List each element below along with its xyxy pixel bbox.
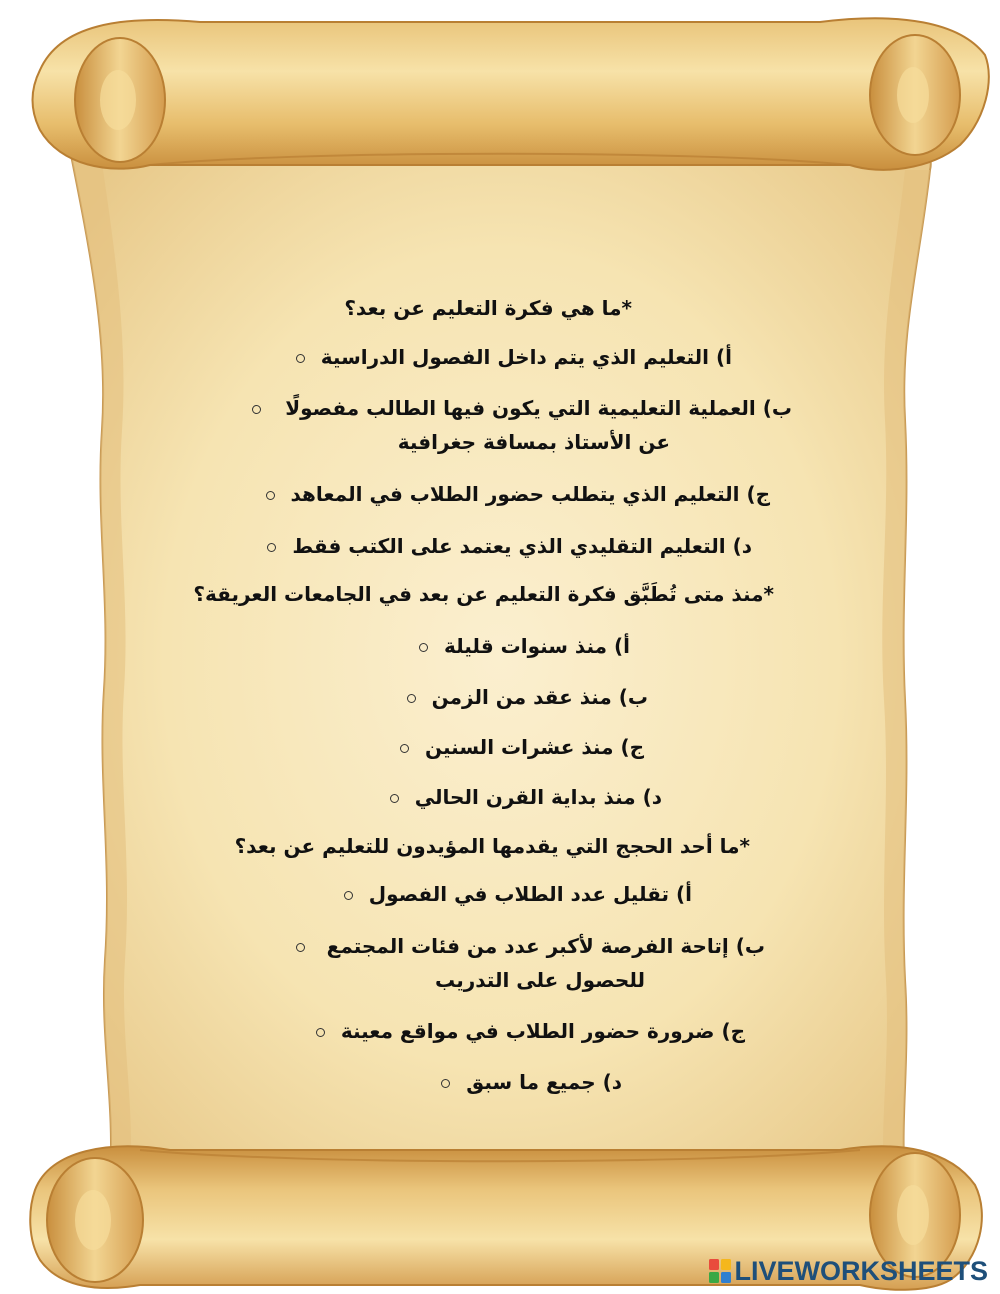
radio-button[interactable] [441,1079,450,1088]
scroll-top-roll [33,18,989,170]
option-label: أ) التعليم الذي يتم داخل الفصول الدراسية [320,345,732,369]
question-1-option-d[interactable] [267,532,752,560]
question-3 [235,832,750,860]
option-label: أ) منذ سنوات قليلة [443,634,630,658]
question-1-option-b[interactable] [252,394,792,422]
brand-name: LIVEWORKSHEETS [734,1255,988,1286]
question-2-option-d[interactable] [390,783,662,811]
option-label: د) جميع ما سبق [466,1070,622,1094]
option-label: ب) العملية التعليمية التي يكون فيها الطالب مفصولًا [285,396,792,420]
question-2-option-a[interactable] [419,632,630,660]
option-label: ب) إتاحة الفرصة لأكبر عدد من فئات المجتمع [326,934,765,958]
option-label-continuation: عن الأستاذ بمسافة جغرافية [397,430,670,454]
liveworksheets-brand [709,1256,988,1286]
option-label-continuation: للحصول على التدريب [435,968,645,992]
question-1 [344,294,632,322]
question-3-option-d[interactable] [441,1068,622,1096]
question-3-option-b[interactable] [296,932,765,960]
option-label: ج) منذ عشرات السنين [425,735,644,759]
radio-button[interactable] [296,354,305,363]
radio-button[interactable] [316,1028,325,1037]
radio-button[interactable] [407,694,416,703]
radio-button[interactable] [400,744,409,753]
radio-button[interactable] [252,405,261,414]
question-2-text: *منذ متى تُطَبَّق فكرة التعليم عن بعد في الجامعات العريقة؟ [193,582,774,606]
question-2 [193,580,774,608]
option-label: ج) التعليم الذي يتطلب حضور الطلاب في المعاهد [290,482,770,506]
option-label: د) التعليم التقليدي الذي يعتمد على الكتب فقط [292,534,752,558]
question-2-option-c[interactable] [400,733,644,761]
question-3-option-b-continuation [435,966,645,994]
radio-button[interactable] [390,794,399,803]
question-1-option-b-continuation [398,428,670,456]
question-2-option-b[interactable] [407,683,648,711]
option-label: ج) ضرورة حضور الطلاب في مواقع معينة [340,1019,745,1043]
liveworksheets-logo-icon [709,1259,731,1283]
radio-button[interactable] [266,491,275,500]
option-label: د) منذ بداية القرن الحالي [414,785,662,809]
question-3-option-c[interactable] [316,1017,745,1045]
question-3-text: *ما أحد الحجج التي يقدمها المؤيدون للتعليم عن بعد؟ [234,834,750,858]
question-1-option-a[interactable] [296,343,732,371]
radio-button[interactable] [267,543,276,552]
option-label: أ) تقليل عدد الطلاب في الفصول [368,882,692,906]
radio-button[interactable] [344,891,353,900]
question-1-option-c[interactable] [266,480,771,508]
question-3-option-a[interactable] [344,880,692,908]
radio-button[interactable] [419,643,428,652]
radio-button[interactable] [296,943,305,952]
option-label: ب) منذ عقد من الزمن [431,685,648,709]
question-1-text: *ما هي فكرة التعليم عن بعد؟ [344,296,632,320]
